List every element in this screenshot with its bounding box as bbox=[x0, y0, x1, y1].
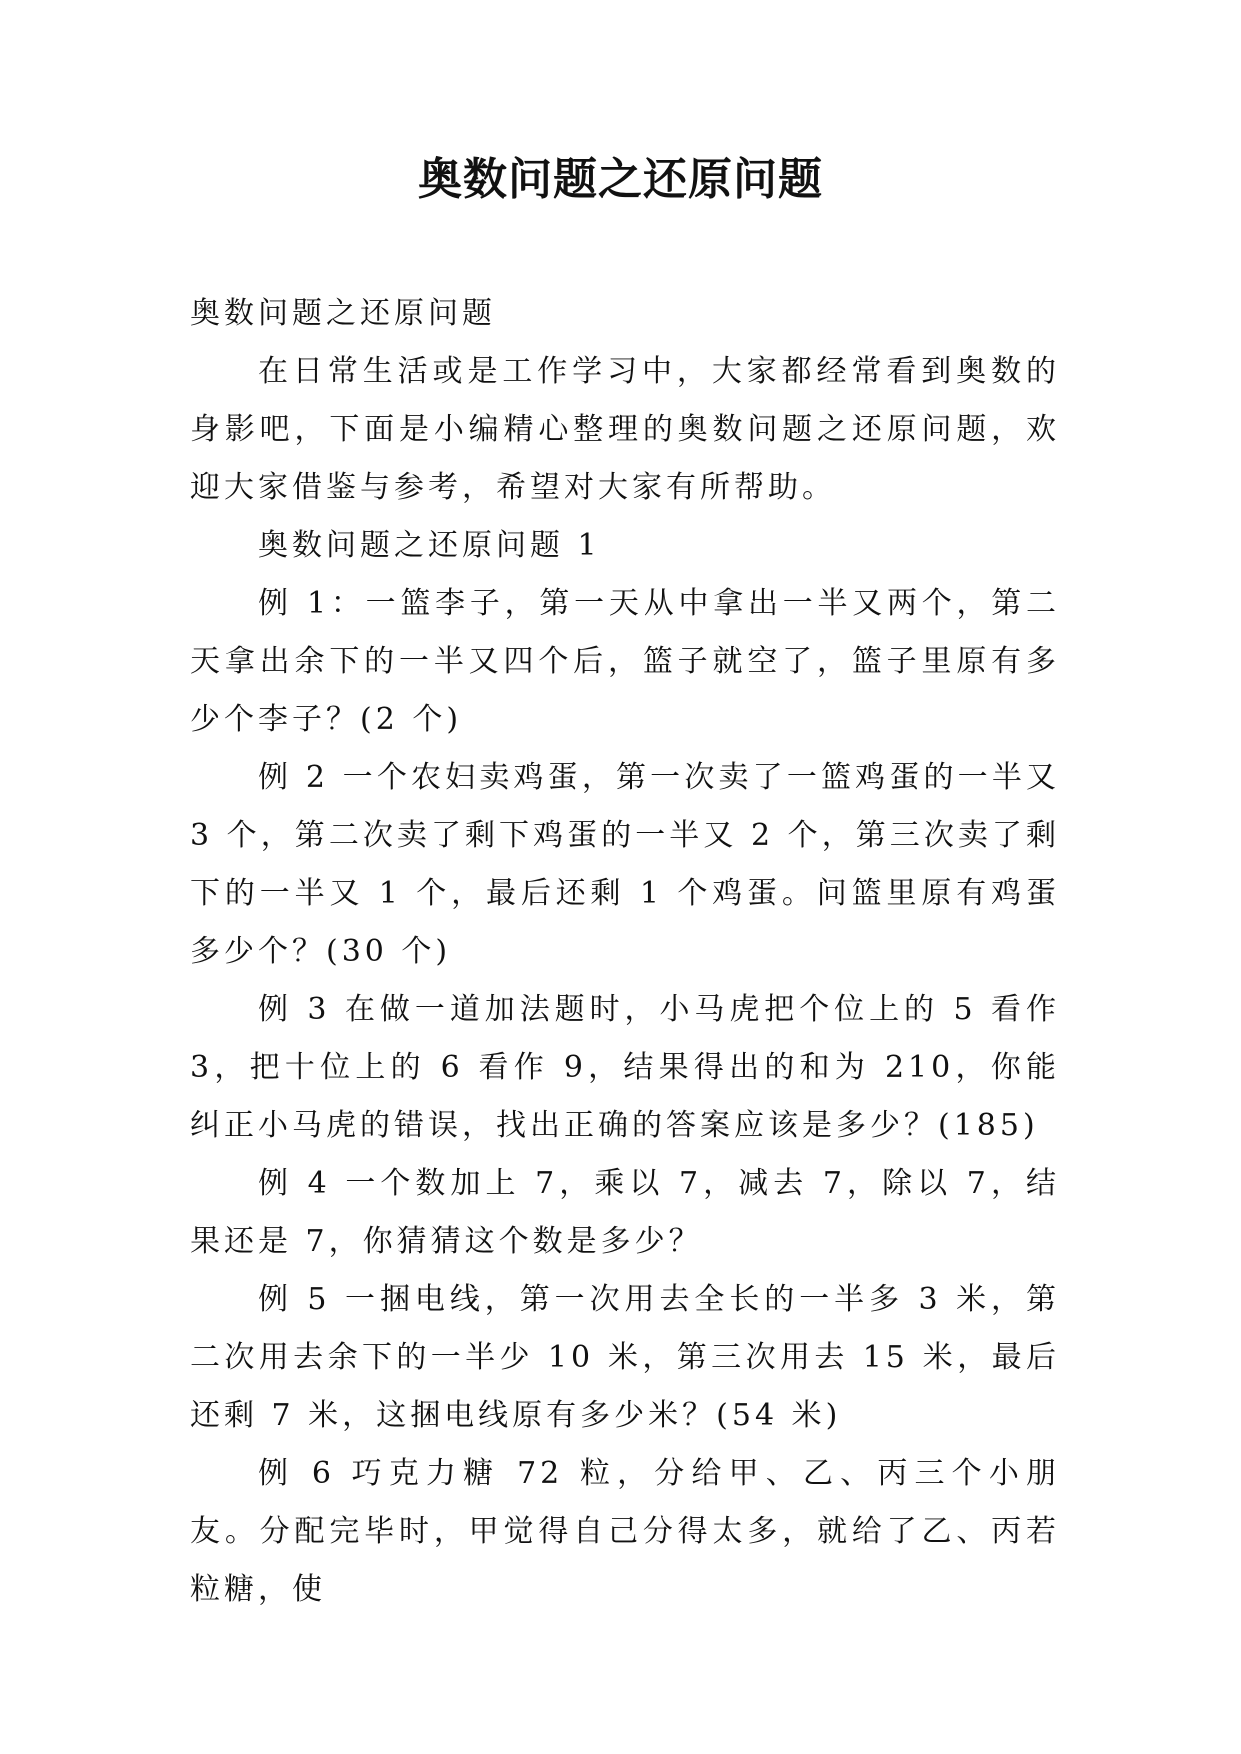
document-title: 奥数问题之还原问题 bbox=[418, 154, 823, 205]
section-heading-1: 奥数问题之还原问题 1 bbox=[258, 528, 601, 563]
document-body bbox=[190, 285, 1060, 1619]
example-4: 例 4 一个数加上 7，乘以 7，减去 7，除以 7，结果还是 7，你猜猜这个数是多少？ bbox=[190, 1166, 1060, 1259]
paragraph-intro: 在日常生活或是工作学习中，大家都经常看到奥数的身影吧，下面是小编精心整理的奥数问题之还原问题，欢迎大家借鉴与参考，希望对大家有所帮助。 bbox=[190, 354, 1060, 505]
example-6: 例 6 巧克力糖 72 粒，分给甲、乙、丙三个小朋友。分配完毕时，甲觉得自己分得太多，就给了乙、丙若粒糖，使 bbox=[190, 1456, 1060, 1607]
example-3: 例 3 在做一道加法题时，小马虎把个位上的 5 看作 3，把十位上的 6 看作 9，结果得出的和为 210，你能纠正小马虎的错误，找出正确的答案应该是多少？(185) bbox=[190, 992, 1060, 1143]
example-5: 例 5 一捆电线，第一次用去全长的一半多 3 米，第二次用去余下的一半少 10 米，第三次用去 15 米，最后还剩 7 米，这捆电线原有多少米？(54 米) bbox=[190, 1282, 1060, 1433]
paragraph-heading: 奥数问题之还原问题 bbox=[190, 296, 496, 331]
example-1: 例 1：一篮李子，第一天从中拿出一半又两个，第二天拿出余下的一半又四个后，篮子就空了，篮子里原有多少个李子？(2 个) bbox=[190, 586, 1060, 737]
example-2: 例 2 一个农妇卖鸡蛋，第一次卖了一篮鸡蛋的一半又 3 个，第二次卖了剩下鸡蛋的一半又 2 个，第三次卖了剩下的一半又 1 个，最后还剩 1 个鸡蛋。问篮里原有鸡蛋多少个？(30 个) bbox=[190, 760, 1060, 969]
